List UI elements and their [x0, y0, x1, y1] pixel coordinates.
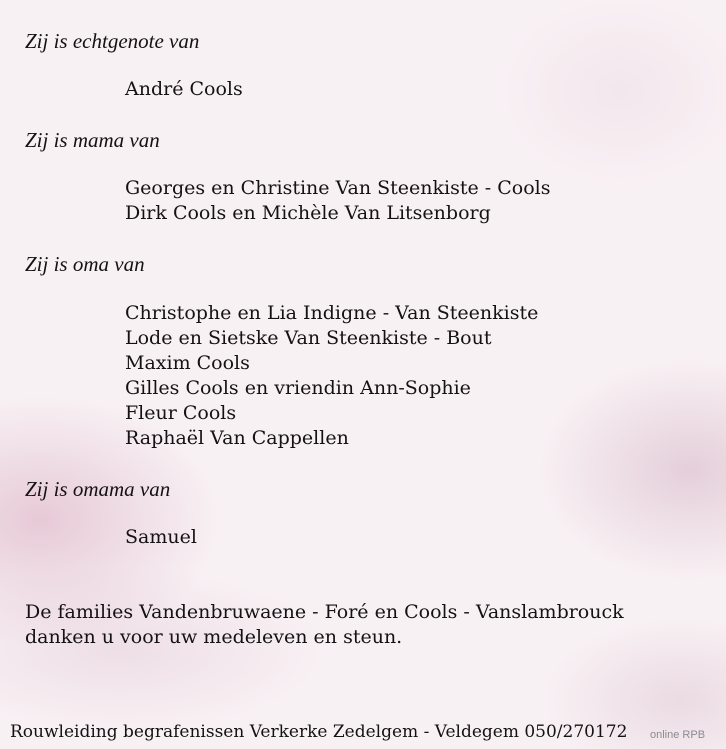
name-line: Maxim Cools [125, 352, 250, 374]
heading-mama: Zij is mama van [25, 128, 160, 152]
source-credit: online RPB [650, 729, 706, 741]
name-line: Lode en Sietske Van Steenkiste - Bout [125, 327, 492, 349]
thanks-line-2: danken u voor uw medeleven en steun. [25, 626, 403, 648]
heading-oma: Zij is oma van [25, 252, 145, 276]
name-line: Fleur Cools [125, 402, 237, 424]
heading-omama: Zij is omama van [25, 477, 171, 501]
name-line: André Cools [125, 78, 243, 100]
heading-echtgenote: Zij is echtgenote van [25, 29, 200, 53]
thanks-line-1: De families Vandenbruwaene - Foré en Cools - Vanslambrouck [25, 601, 624, 623]
name-line: Christophe en Lia Indigne - Van Steenkiste [125, 302, 539, 324]
name-line: Samuel [125, 526, 197, 548]
name-line: Dirk Cools en Michèle Van Litsenborg [125, 202, 491, 224]
name-line: Georges en Christine Van Steenkiste - Cools [125, 177, 551, 199]
name-line: Raphaël Van Cappellen [125, 427, 349, 449]
name-line: Gilles Cools en vriendin Ann-Sophie [125, 377, 471, 399]
funeral-director-footer: Rouwleiding begrafenissen Verkerke Zedelgem - Veldegem 050/270172 [10, 722, 628, 742]
